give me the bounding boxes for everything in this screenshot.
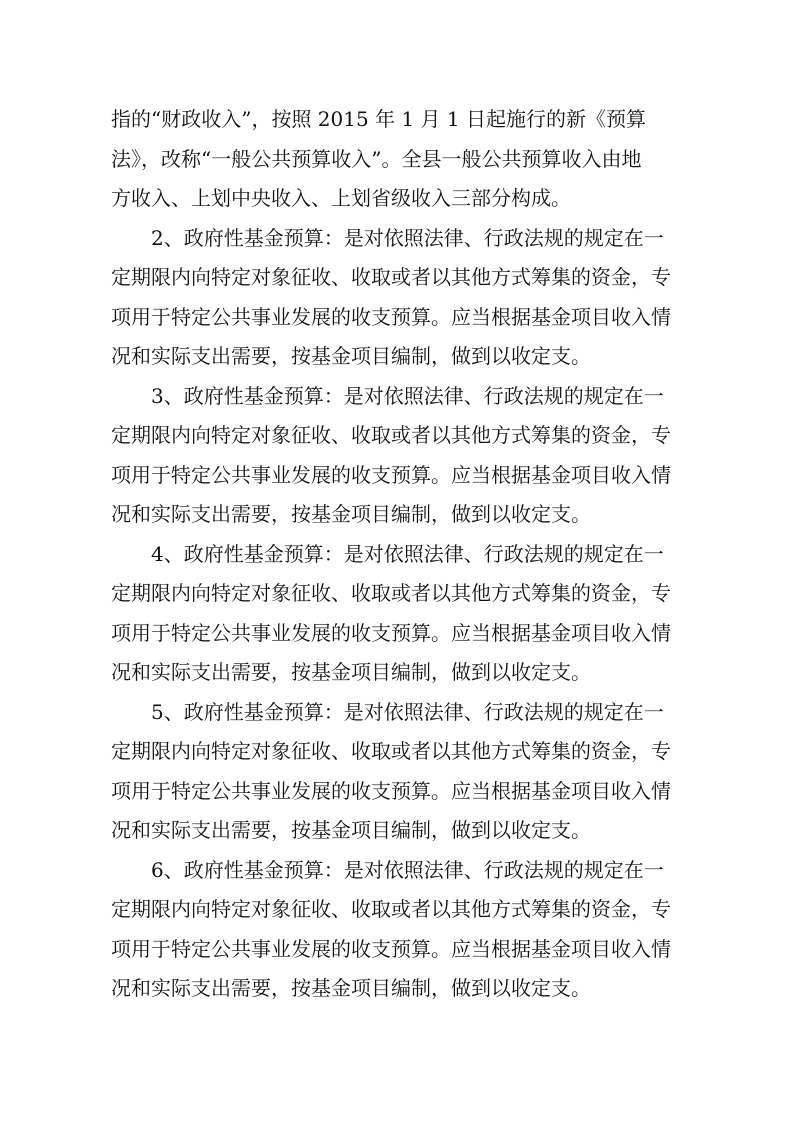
intro-paragraph (111, 100, 711, 219)
text-line: 项用于特定公共事业发展的收支预算。应当根据基金项目收入情 (111, 304, 671, 329)
text-line: 项用于特定公共事业发展的收支预算。应当根据基金项目收入情 (111, 936, 671, 961)
text-line: 指的“财政收入”，按照 2015 年 1 月 1 日起施行的新《预算 (111, 107, 646, 131)
text-line: 定期限内向特定对象征收、收取或者以其他方式筹集的资金，专 (111, 897, 671, 921)
text-line: 况和实际支出需要，按基金项目编制，做到以收定支。 (111, 502, 591, 526)
text-line: 4、政府性基金预算：是对依照法律、行政法规的规定在一 (151, 541, 664, 566)
text-line: 况和实际支出需要，按基金项目编制，做到以收定支。 (111, 344, 591, 368)
text-line: 2、政府性基金预算：是对依照法律、行政法规的规定在一 (151, 225, 664, 250)
text-line: 定期限内向特定对象征收、收取或者以其他方式筹集的资金，专 (111, 739, 671, 763)
paragraph-5 (111, 693, 711, 851)
paragraph-6 (111, 851, 711, 1009)
text-line: 定期限内向特定对象征收、收取或者以其他方式筹集的资金，专 (111, 581, 671, 605)
document-body (111, 100, 711, 1009)
text-line: 定期限内向特定对象征收、收取或者以其他方式筹集的资金，专 (111, 423, 671, 447)
text-line: 3、政府性基金预算：是对依照法律、行政法规的规定在一 (151, 383, 664, 408)
text-line: 况和实际支出需要，按基金项目编制，做到以收定支。 (111, 976, 591, 1000)
paragraph-4 (111, 535, 711, 693)
text-line: 6、政府性基金预算：是对依照法律、行政法规的规定在一 (151, 857, 664, 882)
text-line: 项用于特定公共事业发展的收支预算。应当根据基金项目收入情 (111, 620, 671, 645)
text-line: 项用于特定公共事业发展的收支预算。应当根据基金项目收入情 (111, 778, 671, 803)
text-line: 况和实际支出需要，按基金项目编制，做到以收定支。 (111, 660, 591, 684)
text-line: 况和实际支出需要，按基金项目编制，做到以收定支。 (111, 818, 591, 842)
text-line: 项用于特定公共事业发展的收支预算。应当根据基金项目收入情 (111, 462, 671, 487)
text-line: 方收入、上划中央收入、上划省级收入三部分构成。 (111, 186, 571, 210)
paragraph-2 (111, 219, 711, 377)
paragraph-3 (111, 377, 711, 535)
text-line: 5、政府性基金预算：是对依照法律、行政法规的规定在一 (151, 699, 664, 724)
text-line: 法》，改称“一般公共预算收入”。全县一般公共预算收入由地 (111, 146, 642, 171)
text-line: 定期限内向特定对象征收、收取或者以其他方式筹集的资金，专 (111, 265, 671, 289)
